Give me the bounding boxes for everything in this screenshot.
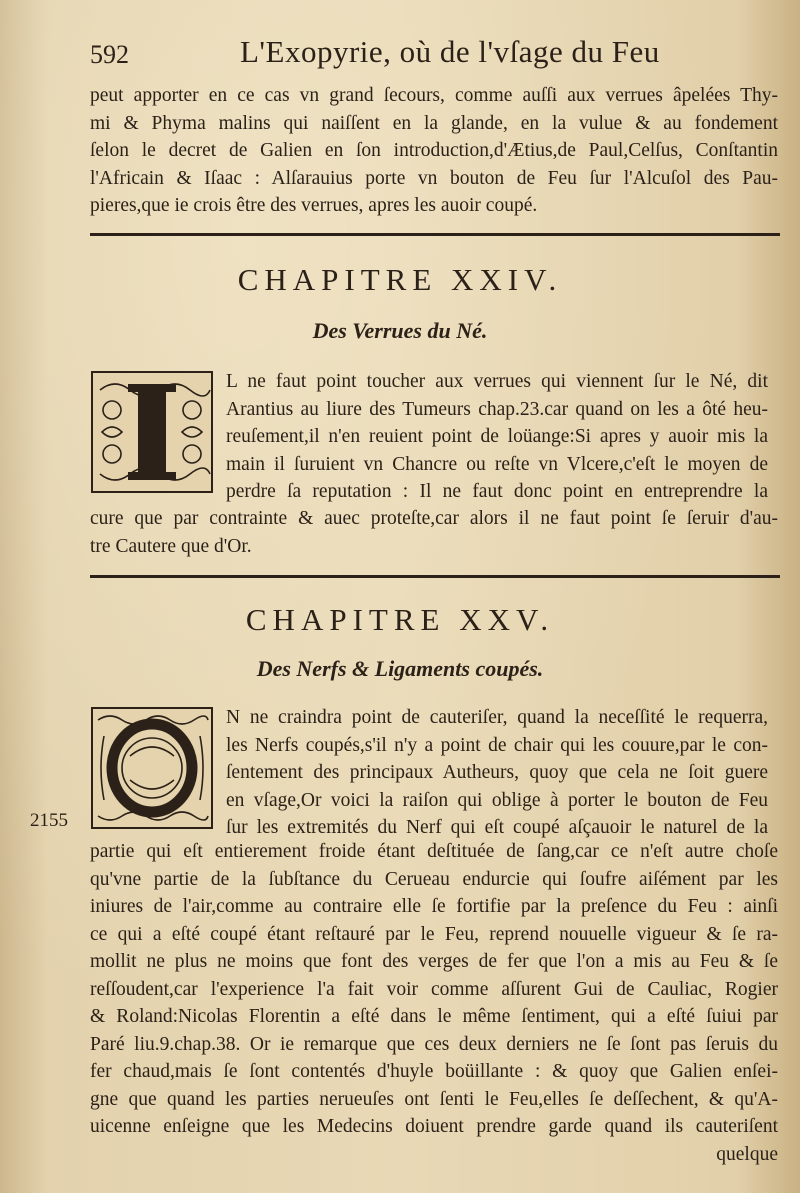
text-line: mollit ne plus ne moins que font des verges de fer que l'on a mis au Feu & ſe	[90, 951, 778, 972]
chapter-25-opening	[226, 704, 768, 842]
text-line: reuſement,il n'en reuient point de loüange:Si apres y auoir mis la	[226, 426, 768, 447]
chapter-25-continued	[90, 838, 778, 1168]
ornamental-initial-o	[90, 706, 214, 830]
chapter-24-subtitle: Des Verrues du Né.	[312, 318, 488, 343]
text-line: ſentement des principaux Autheurs, quoy que cela ne ſoit guere	[226, 762, 768, 783]
text-line: Paré liu.9.chap.38. Or ie remarque que ces deux derniers ne ſe ſont pas ſeruis du	[90, 1033, 778, 1055]
intro-paragraph	[90, 82, 778, 220]
text-line: peut apporter en ce cas vn grand ſecours, comme auſſi aux verrues âpelées Thy-	[90, 85, 778, 106]
text-line: uicenne enſeigne que les Medecins doiuent prendre garde quand ils cauteriſent	[90, 1116, 778, 1137]
page-number: 592	[90, 40, 129, 69]
catchword: quelque	[716, 1143, 778, 1165]
text-line: qu'vne partie de la ſubſtance du Cerueau endurcie qui ſoufre aiſément par les	[90, 868, 778, 890]
text-line: mi & Phyma malins qui naiſſent en la glande, en la vulue & au fondement	[90, 112, 778, 134]
text-line: N ne craindra point de cauteriſer, quand la neceſſité le requerra,	[226, 707, 768, 728]
text-line: perdre ſa reputation : Il ne faut donc point en entreprendre la	[226, 481, 768, 502]
section-rule	[90, 232, 780, 237]
text-line: fer chaud,mais ſe ſont contentés d'huyle boüillante : & quoy que Galien enſei-	[90, 1061, 778, 1082]
text-line: L ne faut point toucher aux verrues qui viennent ſur le Né, dit	[226, 371, 768, 392]
section-rule	[90, 574, 780, 579]
margin-note: 2155	[30, 810, 68, 831]
text-line: reſſoudent,car l'experience l'a fait voir comme aſſurent Gui de Cauliac, Rogier	[90, 978, 778, 1000]
text-line: main il ſuruient vn Chancre ou reſte vn Vlcere,c'eſt le moyen de	[226, 453, 768, 475]
text-line: les Nerfs coupés,s'il n'y a point de chair qui les couure,par le con-	[226, 734, 768, 756]
text-line: l'Africain & Iſaac : Alſarauius porte vn bouton de Feu ſur l'Alcuſol des Pau-	[90, 167, 778, 189]
text-line: ce qui a eſté coupé étant reſtauré par le Feu, reprend nouuelle vigueur & ſe ra-	[90, 923, 778, 945]
text-line: & Roland:Nicolas Florentin a eſté dans le même ſentiment, qui a eſté ſuiui par	[90, 1006, 778, 1027]
text-line: pieres,que ie crois être des verrues, apres les auoir coupé.	[90, 195, 538, 216]
text-line: ſur les extremités du Nerf qui eſt coupé aſçauoir le naturel de la	[226, 817, 768, 838]
running-title: L'Exopyrie, où de l'vſage du Feu	[240, 34, 660, 69]
text-line: partie qui eſt entierement froide étant deſtituée de ſang,car ce n'eſt autre choſe	[90, 841, 778, 862]
chapter-25-title: CHAPITRE XXV.	[245, 602, 555, 637]
text-line: gne que quand les parties nerueuſes ont ſenti le Feu,elles ſe deſſechent, & qu'A-	[90, 1088, 778, 1110]
chapter-24-opening	[226, 368, 768, 506]
chapter-24-title: CHAPITRE XXIV.	[237, 262, 563, 297]
text-line: cure que par contrainte & auec proteſte,car alors il ne faut point ſe ſeruir d'au-	[90, 508, 778, 529]
text-line: tre Cautere que d'Or.	[90, 535, 252, 557]
chapter-25-subtitle: Des Nerfs & Ligaments coupés.	[256, 656, 544, 681]
text-line: iniures de l'air,comme au contraire elle ſe fortifie par la preſence du Feu : ainſi	[90, 896, 778, 917]
text-line: Arantius au liure des Tumeurs chap.23.car quand on les a ôté heu-	[226, 398, 768, 420]
page-header	[90, 28, 780, 78]
ornamental-initial-i	[90, 370, 214, 494]
chapter-24-continued	[90, 505, 778, 560]
text-line: ſelon le decret de Galien en ſon introduction,d'Ætius,de Paul,Celſus, Conſtantin	[90, 140, 778, 161]
text-line: en vſage,Or voici la raiſon qui oblige à porter le bouton de Feu	[226, 789, 768, 811]
